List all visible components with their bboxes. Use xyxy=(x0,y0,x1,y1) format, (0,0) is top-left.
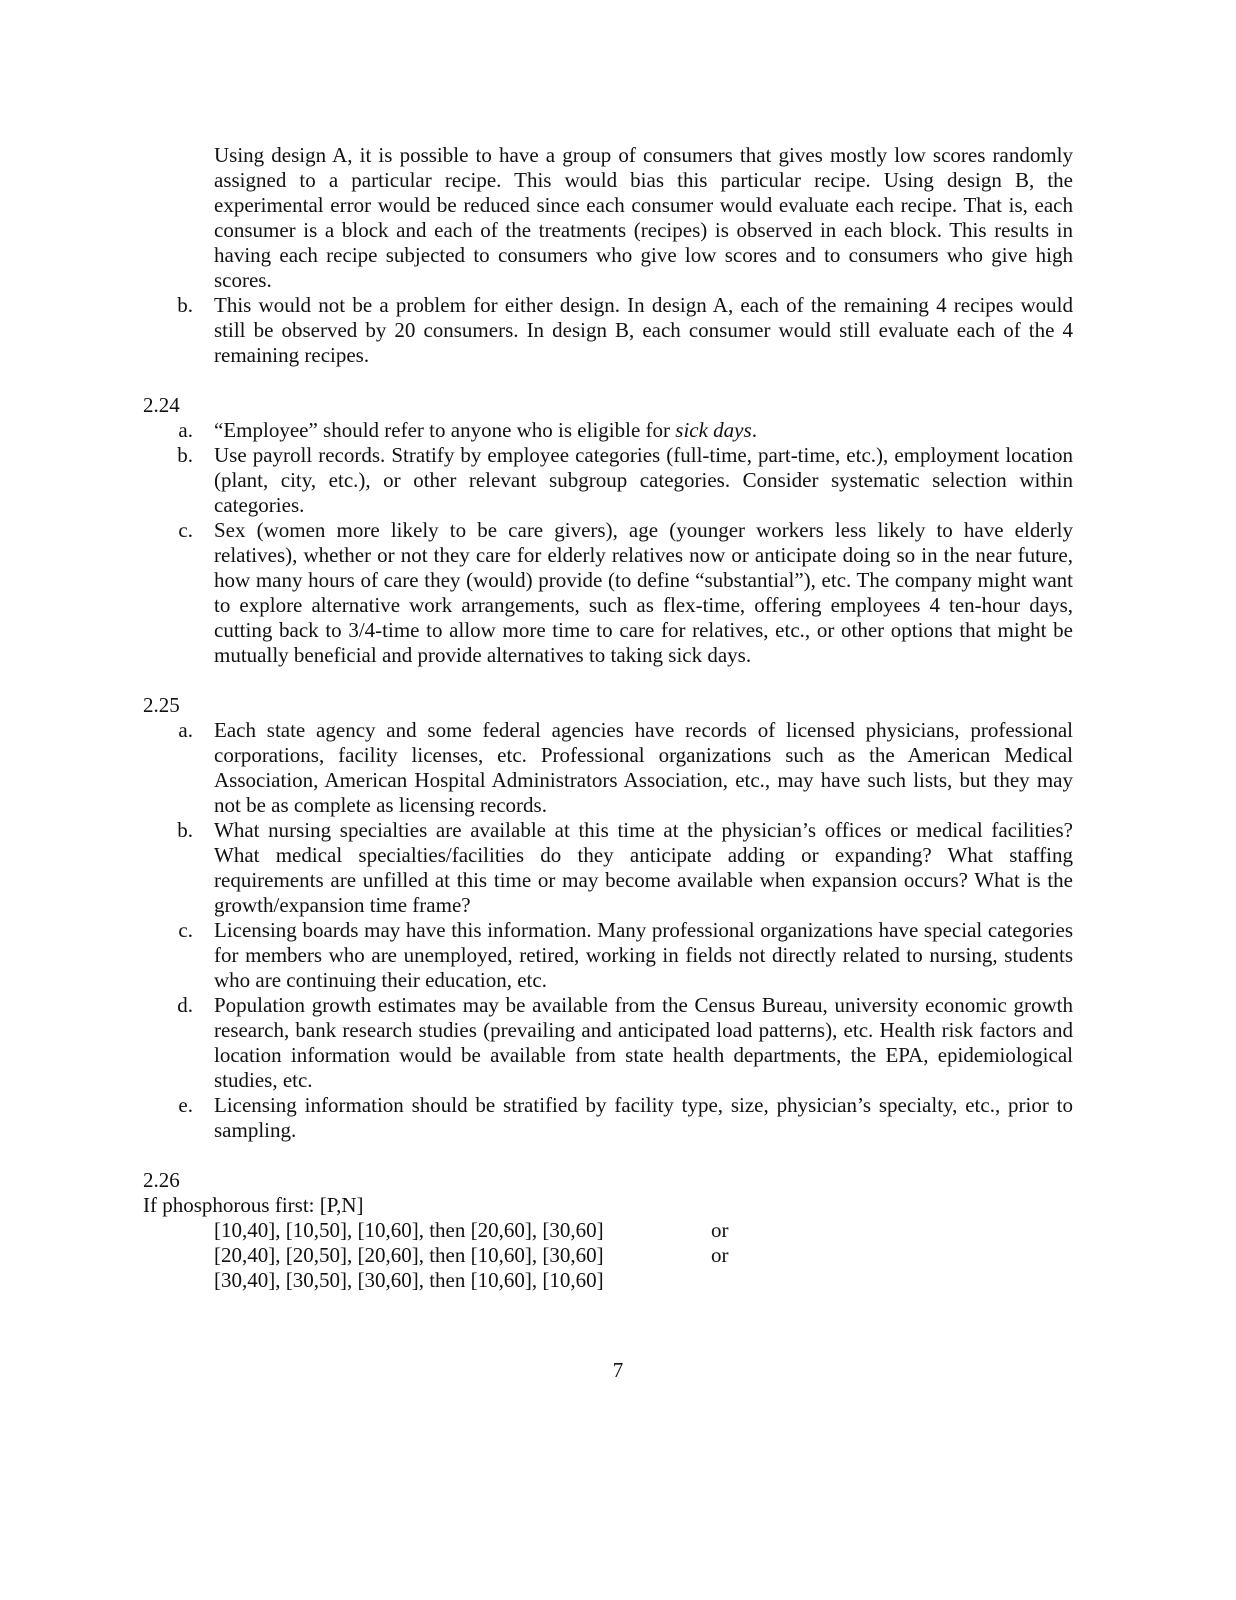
combination-row xyxy=(214,1218,1073,1243)
list-marker: a. xyxy=(178,718,193,742)
emphasized-text: sick days xyxy=(675,418,752,442)
section-2-25 xyxy=(143,693,1073,1143)
list-item-a xyxy=(143,718,1073,818)
combination-connector: or xyxy=(711,1243,729,1267)
list-item-text: Licensing information should be stratified by facility type, size, physician’s specialty, etc., prior to sampling. xyxy=(214,1093,1073,1142)
list-marker: b. xyxy=(177,293,193,317)
list-marker: a. xyxy=(178,418,193,442)
combination-connector: or xyxy=(711,1218,729,1242)
list-marker: c. xyxy=(178,918,193,942)
list-item-text: Sex (women more likely to be care givers), age (younger workers less likely to have elderly relatives), whether or not they care for elderly relatives now or anticipate doing so in the near future, how many hours of care they (would) provide (to define “substantial”), etc. The company might want to explore alternative work arrangements, such as flex-time, offering employees 4 ten-hour days, cutting back to 3/4-time to allow more time to care for relatives, etc., or other options that might be mutually beneficial and provide alternatives to taking sick days. xyxy=(214,518,1073,667)
list-item-b xyxy=(143,818,1073,918)
list-item-a xyxy=(143,418,1073,443)
list-item-c xyxy=(143,518,1073,668)
list-item-text: Licensing boards may have this information. Many professional organizations have special categories for members who are unemployed, retired, working in fields not directly related to nursing, students who are continuing their education, etc. xyxy=(214,918,1073,992)
page-content xyxy=(143,143,1073,1293)
list-item-text: Population growth estimates may be available from the Census Bureau, university economic growth research, bank research studies (prevailing and anticipated load patterns), etc. Health risk factors and location information would be available from state health departments, the EPA, epidemiological studies, etc. xyxy=(214,993,1073,1092)
section-intro: If phosphorous first: [P,N] xyxy=(143,1193,364,1217)
combination-row xyxy=(214,1268,1073,1293)
list-item-text xyxy=(214,418,1073,443)
page-number: 7 xyxy=(612,1358,624,1382)
list-marker: e. xyxy=(178,1093,193,1117)
list-marker: d. xyxy=(177,993,193,1017)
list-item-text: Use payroll records. Stratify by employee categories (full-time, part-time, etc.), employment location (plant, city, etc.), or other relevant subgroup categories. Consider systematic selection within categories. xyxy=(214,443,1073,517)
continuation-paragraph: Using design A, it is possible to have a group of consumers that gives mostly low scores randomly assigned to a particular recipe. This would bias this particular recipe. Using design B, the experimental error would be reduced since each consumer would evaluate each recipe. That is, each consumer is a block and each of the treatments (recipes) is observed in each block. This results in having each recipe subjected to consumers who give low scores and to consumers who give high scores. xyxy=(214,143,1073,292)
section-2-26 xyxy=(143,1168,1073,1293)
section-number: 2.26 xyxy=(143,1168,180,1192)
list-marker: b. xyxy=(177,818,193,842)
list-item-d xyxy=(143,993,1073,1093)
list-item-text: This would not be a problem for either design. In design A, each of the remaining 4 recipes would still be observed by 20 consumers. In design B, each consumer would still evaluate each of the 4 remaining recipes. xyxy=(214,293,1073,367)
section-2-24 xyxy=(143,393,1073,668)
list-item-e xyxy=(143,1093,1073,1143)
section-number: 2.25 xyxy=(143,693,180,717)
combination-sequence: [30,40], [30,50], [30,60], then [10,60], [10,60] xyxy=(214,1268,604,1292)
combination-sequence: [20,40], [20,50], [20,60], then [10,60], [30,60] xyxy=(214,1243,604,1267)
list-item-text: What nursing specialties are available at this time at the physician’s offices or medical facilities? What medical specialties/facilities do they anticipate adding or expanding? What staffing requirements are unfilled at this time or may become available when expansion occurs? What is the growth/expansion time frame? xyxy=(214,818,1073,917)
list-item-text: Each state agency and some federal agencies have records of licensed physicians, professional corporations, facility licenses, etc. Professional organizations such as the American Medical Association, American Hospital Administrators Association, etc., may have such lists, but they may not be as complete as licensing records. xyxy=(214,718,1073,817)
list-item-c xyxy=(143,918,1073,993)
list-marker: c. xyxy=(178,518,193,542)
list-item-b xyxy=(143,293,1073,368)
text-run: . xyxy=(751,418,757,442)
combination-row xyxy=(214,1243,1073,1268)
list-marker: b. xyxy=(177,443,193,467)
section-number: 2.24 xyxy=(143,393,180,417)
list-item-b xyxy=(143,443,1073,518)
text-run: “Employee” should refer to anyone who is eligible for xyxy=(214,418,676,442)
combination-sequence: [10,40], [10,50], [10,60], then [20,60], [30,60] xyxy=(214,1218,604,1242)
